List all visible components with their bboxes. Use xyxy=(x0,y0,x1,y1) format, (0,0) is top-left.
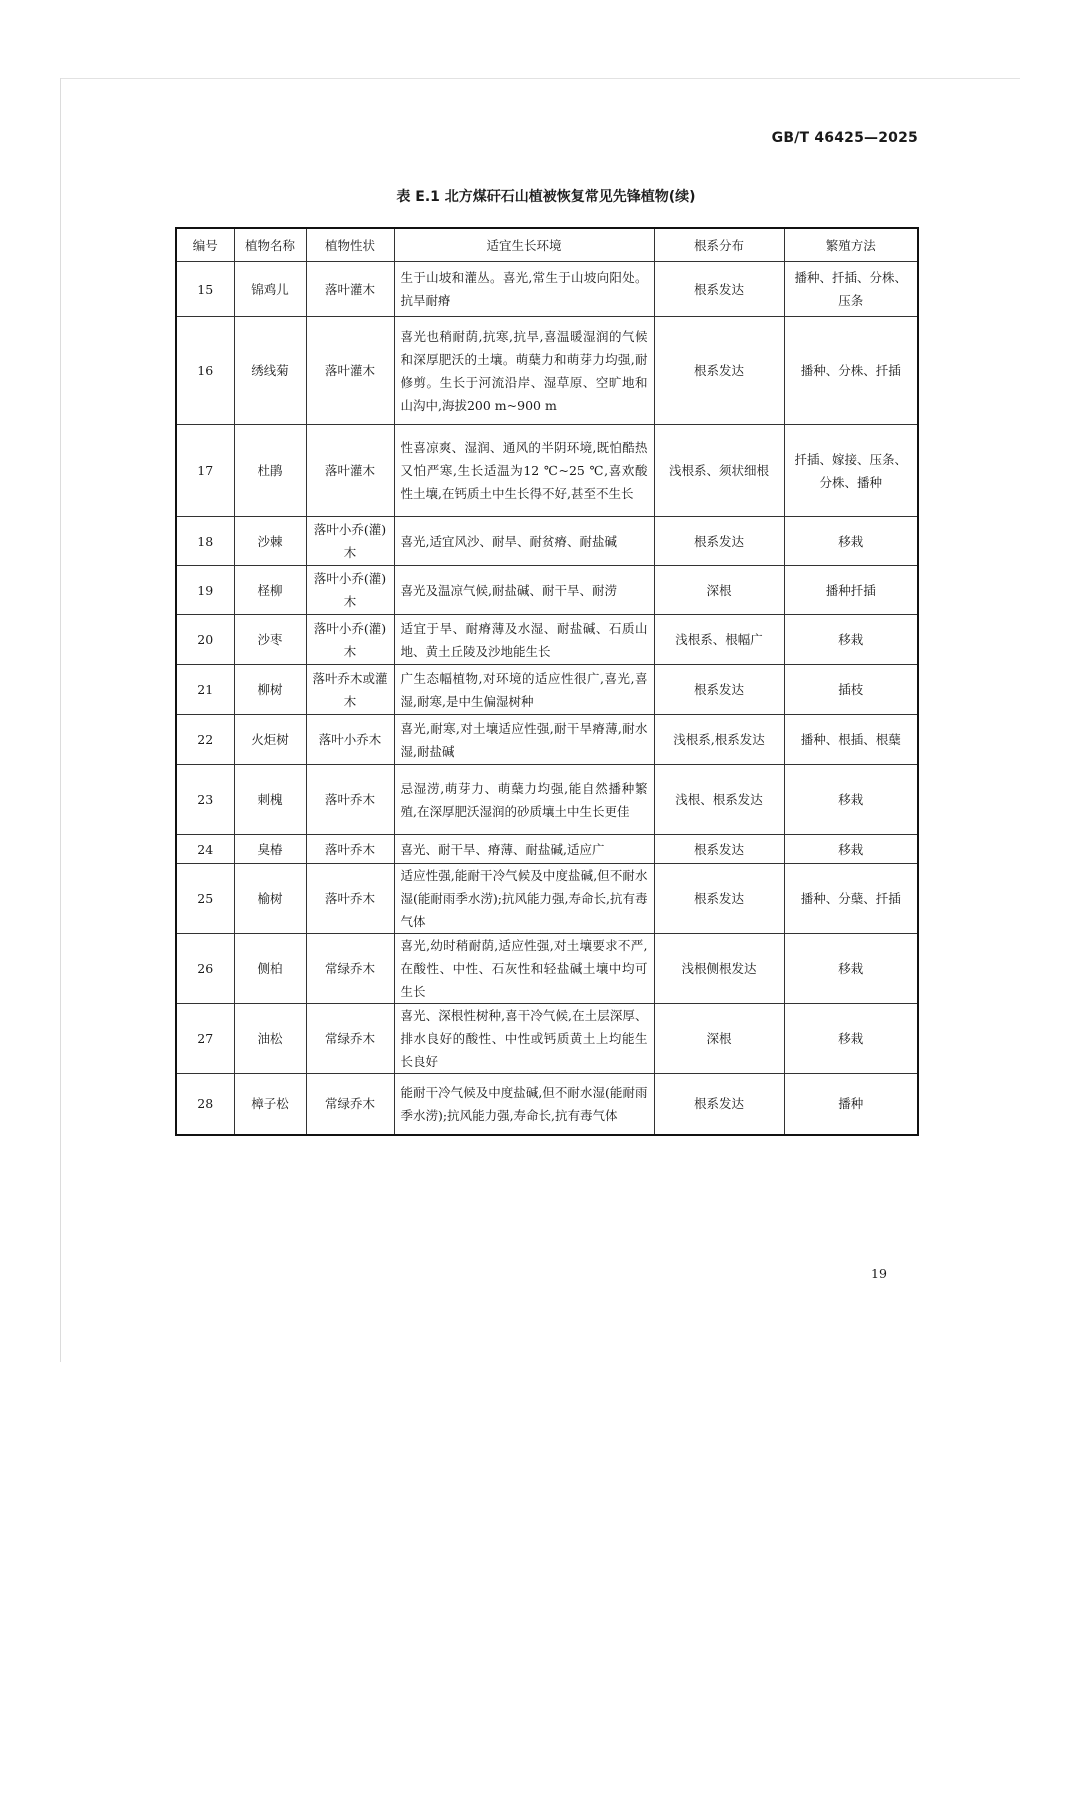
cell-number: 17 xyxy=(176,425,234,517)
cell-plant-name: 油松 xyxy=(234,1004,306,1074)
cell-number: 27 xyxy=(176,1004,234,1074)
cell-number: 16 xyxy=(176,317,234,425)
cell-plant-name: 锦鸡儿 xyxy=(234,262,306,317)
cell-root-distribution: 浅根系,根系发达 xyxy=(654,715,784,765)
cell-environment: 适应性强,能耐干冷气候及中度盐碱,但不耐水湿(能耐雨季水涝);抗风能力强,寿命长,抗有毒气体 xyxy=(394,864,654,934)
cell-root-distribution: 深根 xyxy=(654,566,784,615)
cell-plant-name: 火炬树 xyxy=(234,715,306,765)
cell-plant-trait: 落叶灌木 xyxy=(306,317,394,425)
table-row xyxy=(176,715,918,765)
table-row xyxy=(176,317,918,425)
cell-number: 15 xyxy=(176,262,234,317)
cell-environment: 生于山坡和灌丛。喜光,常生于山坡向阳处。抗旱耐瘠 xyxy=(394,262,654,317)
cell-plant-name: 刺槐 xyxy=(234,765,306,835)
cell-plant-trait: 落叶乔木 xyxy=(306,864,394,934)
cell-root-distribution: 根系发达 xyxy=(654,665,784,715)
header-cell-propagation: 繁殖方法 xyxy=(784,228,918,262)
plant-table xyxy=(175,227,919,1136)
cell-plant-name: 榆树 xyxy=(234,864,306,934)
cell-environment: 能耐干冷气候及中度盐碱,但不耐水湿(能耐雨季水涝);抗风能力强,寿命长,抗有毒气体 xyxy=(394,1074,654,1135)
plant-table-container xyxy=(175,227,917,1136)
cell-plant-trait: 落叶灌木 xyxy=(306,262,394,317)
cell-number: 28 xyxy=(176,1074,234,1135)
cell-number: 24 xyxy=(176,835,234,864)
cell-plant-name: 侧柏 xyxy=(234,934,306,1004)
table-title: 表 E.1 北方煤矸石山植被恢复常见先锋植物(续) xyxy=(396,189,696,205)
cell-plant-name: 沙枣 xyxy=(234,615,306,665)
cell-root-distribution: 根系发达 xyxy=(654,835,784,864)
header-cell-plant-trait: 植物性状 xyxy=(306,228,394,262)
cell-root-distribution: 根系发达 xyxy=(654,864,784,934)
table-header-row xyxy=(176,228,918,262)
cell-root-distribution: 根系发达 xyxy=(654,317,784,425)
cell-propagation: 移栽 xyxy=(784,835,918,864)
cell-plant-name: 沙棘 xyxy=(234,517,306,566)
cell-propagation: 插枝 xyxy=(784,665,918,715)
cell-plant-trait: 落叶小乔木 xyxy=(306,715,394,765)
cell-plant-trait: 落叶灌木 xyxy=(306,425,394,517)
cell-plant-trait: 落叶小乔(灌)木 xyxy=(306,566,394,615)
cell-number: 21 xyxy=(176,665,234,715)
table-row xyxy=(176,517,918,566)
table-row xyxy=(176,615,918,665)
header-cell-environment: 适宜生长环境 xyxy=(394,228,654,262)
table-body xyxy=(176,262,918,1135)
cell-propagation: 移栽 xyxy=(784,765,918,835)
cell-propagation: 移栽 xyxy=(784,1004,918,1074)
cell-root-distribution: 浅根侧根发达 xyxy=(654,934,784,1004)
cell-root-distribution: 根系发达 xyxy=(654,1074,784,1135)
cell-number: 19 xyxy=(176,566,234,615)
cell-plant-name: 柳树 xyxy=(234,665,306,715)
cell-environment: 喜光,幼时稍耐荫,适应性强,对土壤要求不严,在酸性、中性、石灰性和轻盐碱土壤中均可生长 xyxy=(394,934,654,1004)
cell-propagation: 播种、扦插、分株、压条 xyxy=(784,262,918,317)
cell-environment: 喜光、耐干旱、瘠薄、耐盐碱,适应广 xyxy=(394,835,654,864)
page-top-border xyxy=(60,78,1020,79)
standard-code: GB/T 46425—2025 xyxy=(771,130,918,146)
table-row xyxy=(176,1004,918,1074)
cell-propagation: 移栽 xyxy=(784,934,918,1004)
cell-plant-name: 绣线菊 xyxy=(234,317,306,425)
cell-number: 26 xyxy=(176,934,234,1004)
cell-environment: 忌湿涝,萌芽力、萌蘖力均强,能自然播种繁殖,在深厚肥沃湿润的砂质壤土中生长更佳 xyxy=(394,765,654,835)
cell-plant-name: 柽柳 xyxy=(234,566,306,615)
cell-root-distribution: 深根 xyxy=(654,1004,784,1074)
page-number: 19 xyxy=(871,1266,887,1281)
table-row xyxy=(176,765,918,835)
cell-plant-trait: 落叶乔木 xyxy=(306,765,394,835)
cell-plant-name: 樟子松 xyxy=(234,1074,306,1135)
table-row xyxy=(176,665,918,715)
cell-environment: 广生态幅植物,对环境的适应性很广,喜光,喜湿,耐寒,是中生偏湿树种 xyxy=(394,665,654,715)
table-row xyxy=(176,566,918,615)
cell-root-distribution: 根系发达 xyxy=(654,517,784,566)
header-cell-number: 编号 xyxy=(176,228,234,262)
table-row xyxy=(176,835,918,864)
table-row xyxy=(176,425,918,517)
cell-root-distribution: 浅根系、须状细根 xyxy=(654,425,784,517)
cell-plant-trait: 落叶小乔(灌)木 xyxy=(306,615,394,665)
cell-propagation: 播种 xyxy=(784,1074,918,1135)
cell-propagation: 移栽 xyxy=(784,517,918,566)
cell-environment: 性喜凉爽、湿润、通风的半阴环境,既怕酷热又怕严寒,生长适温为12 ℃~25 ℃,喜欢酸性土壤,在钙质土中生长得不好,甚至不生长 xyxy=(394,425,654,517)
cell-environment: 喜光,适宜风沙、耐旱、耐贫瘠、耐盐碱 xyxy=(394,517,654,566)
cell-plant-trait: 落叶乔木 xyxy=(306,835,394,864)
cell-plant-trait: 常绿乔木 xyxy=(306,934,394,1004)
cell-number: 23 xyxy=(176,765,234,835)
table-row xyxy=(176,864,918,934)
header-cell-root-distribution: 根系分布 xyxy=(654,228,784,262)
header-cell-plant-name: 植物名称 xyxy=(234,228,306,262)
page-left-border xyxy=(60,78,61,1362)
cell-environment: 喜光及温凉气候,耐盐碱、耐干旱、耐涝 xyxy=(394,566,654,615)
cell-plant-trait: 落叶小乔(灌)木 xyxy=(306,517,394,566)
cell-plant-name: 臭椿 xyxy=(234,835,306,864)
cell-propagation: 播种扦插 xyxy=(784,566,918,615)
cell-environment: 喜光、深根性树种,喜干冷气候,在土层深厚、排水良好的酸性、中性或钙质黄土上均能生长良好 xyxy=(394,1004,654,1074)
cell-root-distribution: 浅根系、根幅广 xyxy=(654,615,784,665)
cell-propagation: 播种、分蘖、扦插 xyxy=(784,864,918,934)
cell-propagation: 播种、根插、根蘖 xyxy=(784,715,918,765)
cell-number: 18 xyxy=(176,517,234,566)
cell-plant-trait: 常绿乔木 xyxy=(306,1004,394,1074)
cell-propagation: 扦插、嫁接、压条、分株、播种 xyxy=(784,425,918,517)
cell-root-distribution: 根系发达 xyxy=(654,262,784,317)
table-row xyxy=(176,1074,918,1135)
cell-plant-trait: 常绿乔木 xyxy=(306,1074,394,1135)
cell-root-distribution: 浅根、根系发达 xyxy=(654,765,784,835)
cell-propagation: 播种、分株、扦插 xyxy=(784,317,918,425)
table-row xyxy=(176,934,918,1004)
cell-number: 25 xyxy=(176,864,234,934)
cell-environment: 喜光也稍耐荫,抗寒,抗旱,喜温暖湿润的气候和深厚肥沃的土壤。萌蘖力和萌芽力均强,耐修剪。生长于河流沿岸、湿草原、空旷地和山沟中,海拔200 m~900 m xyxy=(394,317,654,425)
cell-propagation: 移栽 xyxy=(784,615,918,665)
cell-environment: 适宜于旱、耐瘠薄及水湿、耐盐碱、石质山地、黄土丘陵及沙地能生长 xyxy=(394,615,654,665)
cell-environment: 喜光,耐寒,对土壤适应性强,耐干旱瘠薄,耐水湿,耐盐碱 xyxy=(394,715,654,765)
cell-plant-name: 杜鹃 xyxy=(234,425,306,517)
cell-plant-trait: 落叶乔木或灌木 xyxy=(306,665,394,715)
cell-number: 22 xyxy=(176,715,234,765)
table-row xyxy=(176,262,918,317)
cell-number: 20 xyxy=(176,615,234,665)
